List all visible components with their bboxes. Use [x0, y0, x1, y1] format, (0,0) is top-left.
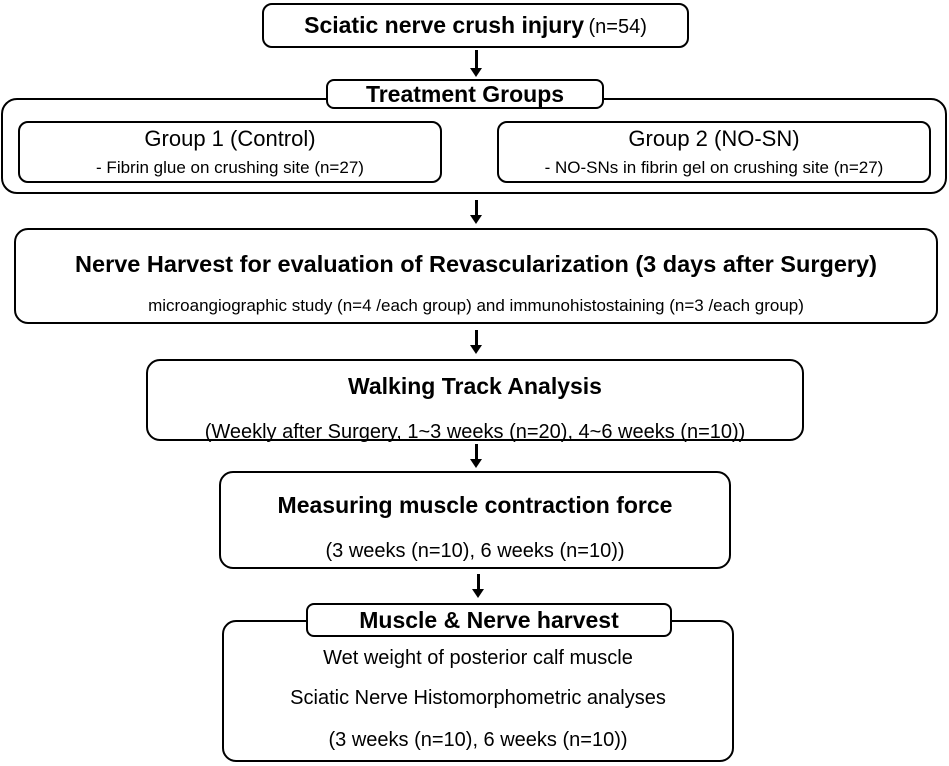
final-harvest-line-1: Wet weight of posterior calf muscle: [323, 647, 633, 669]
group-2-name: Group 2 (NO-SN): [628, 126, 800, 151]
nerve-harvest-title: Nerve Harvest for evaluation of Revascularization (3 days after Surgery): [75, 251, 877, 277]
walking-track-title: Walking Track Analysis: [348, 373, 602, 399]
walking-track-desc: (Weekly after Surgery, 1~3 weeks (n=20), 4~6 weeks (n=10)): [204, 421, 746, 443]
muscle-force-desc: (3 weeks (n=10), 6 weeks (n=10)): [325, 540, 625, 562]
nerve-harvest-desc: microangiographic study (n=4 /each group) and immunohistostaining (n=3 /each group): [148, 296, 804, 315]
treatment-groups-title: Treatment Groups: [365, 81, 565, 107]
step-crush-injury-label: [262, 14, 689, 37]
final-harvest-line-2: Sciatic Nerve Histomorphometric analyses: [290, 687, 666, 709]
crush-injury-title: Sciatic nerve crush injury: [304, 12, 585, 38]
crush-injury-count: (n=54): [588, 16, 647, 38]
final-harvest-line-3: (3 weeks (n=10), 6 weeks (n=10)): [328, 729, 628, 751]
muscle-force-title: Measuring muscle contraction force: [277, 492, 673, 518]
group-1-name: Group 1 (Control): [144, 126, 316, 151]
group-2-desc: - NO-SNs in fibrin gel on crushing site (n=27): [544, 158, 884, 177]
group-1-desc: - Fibrin glue on crushing site (n=27): [96, 158, 364, 177]
final-harvest-title: Muscle & Nerve harvest: [359, 607, 619, 633]
